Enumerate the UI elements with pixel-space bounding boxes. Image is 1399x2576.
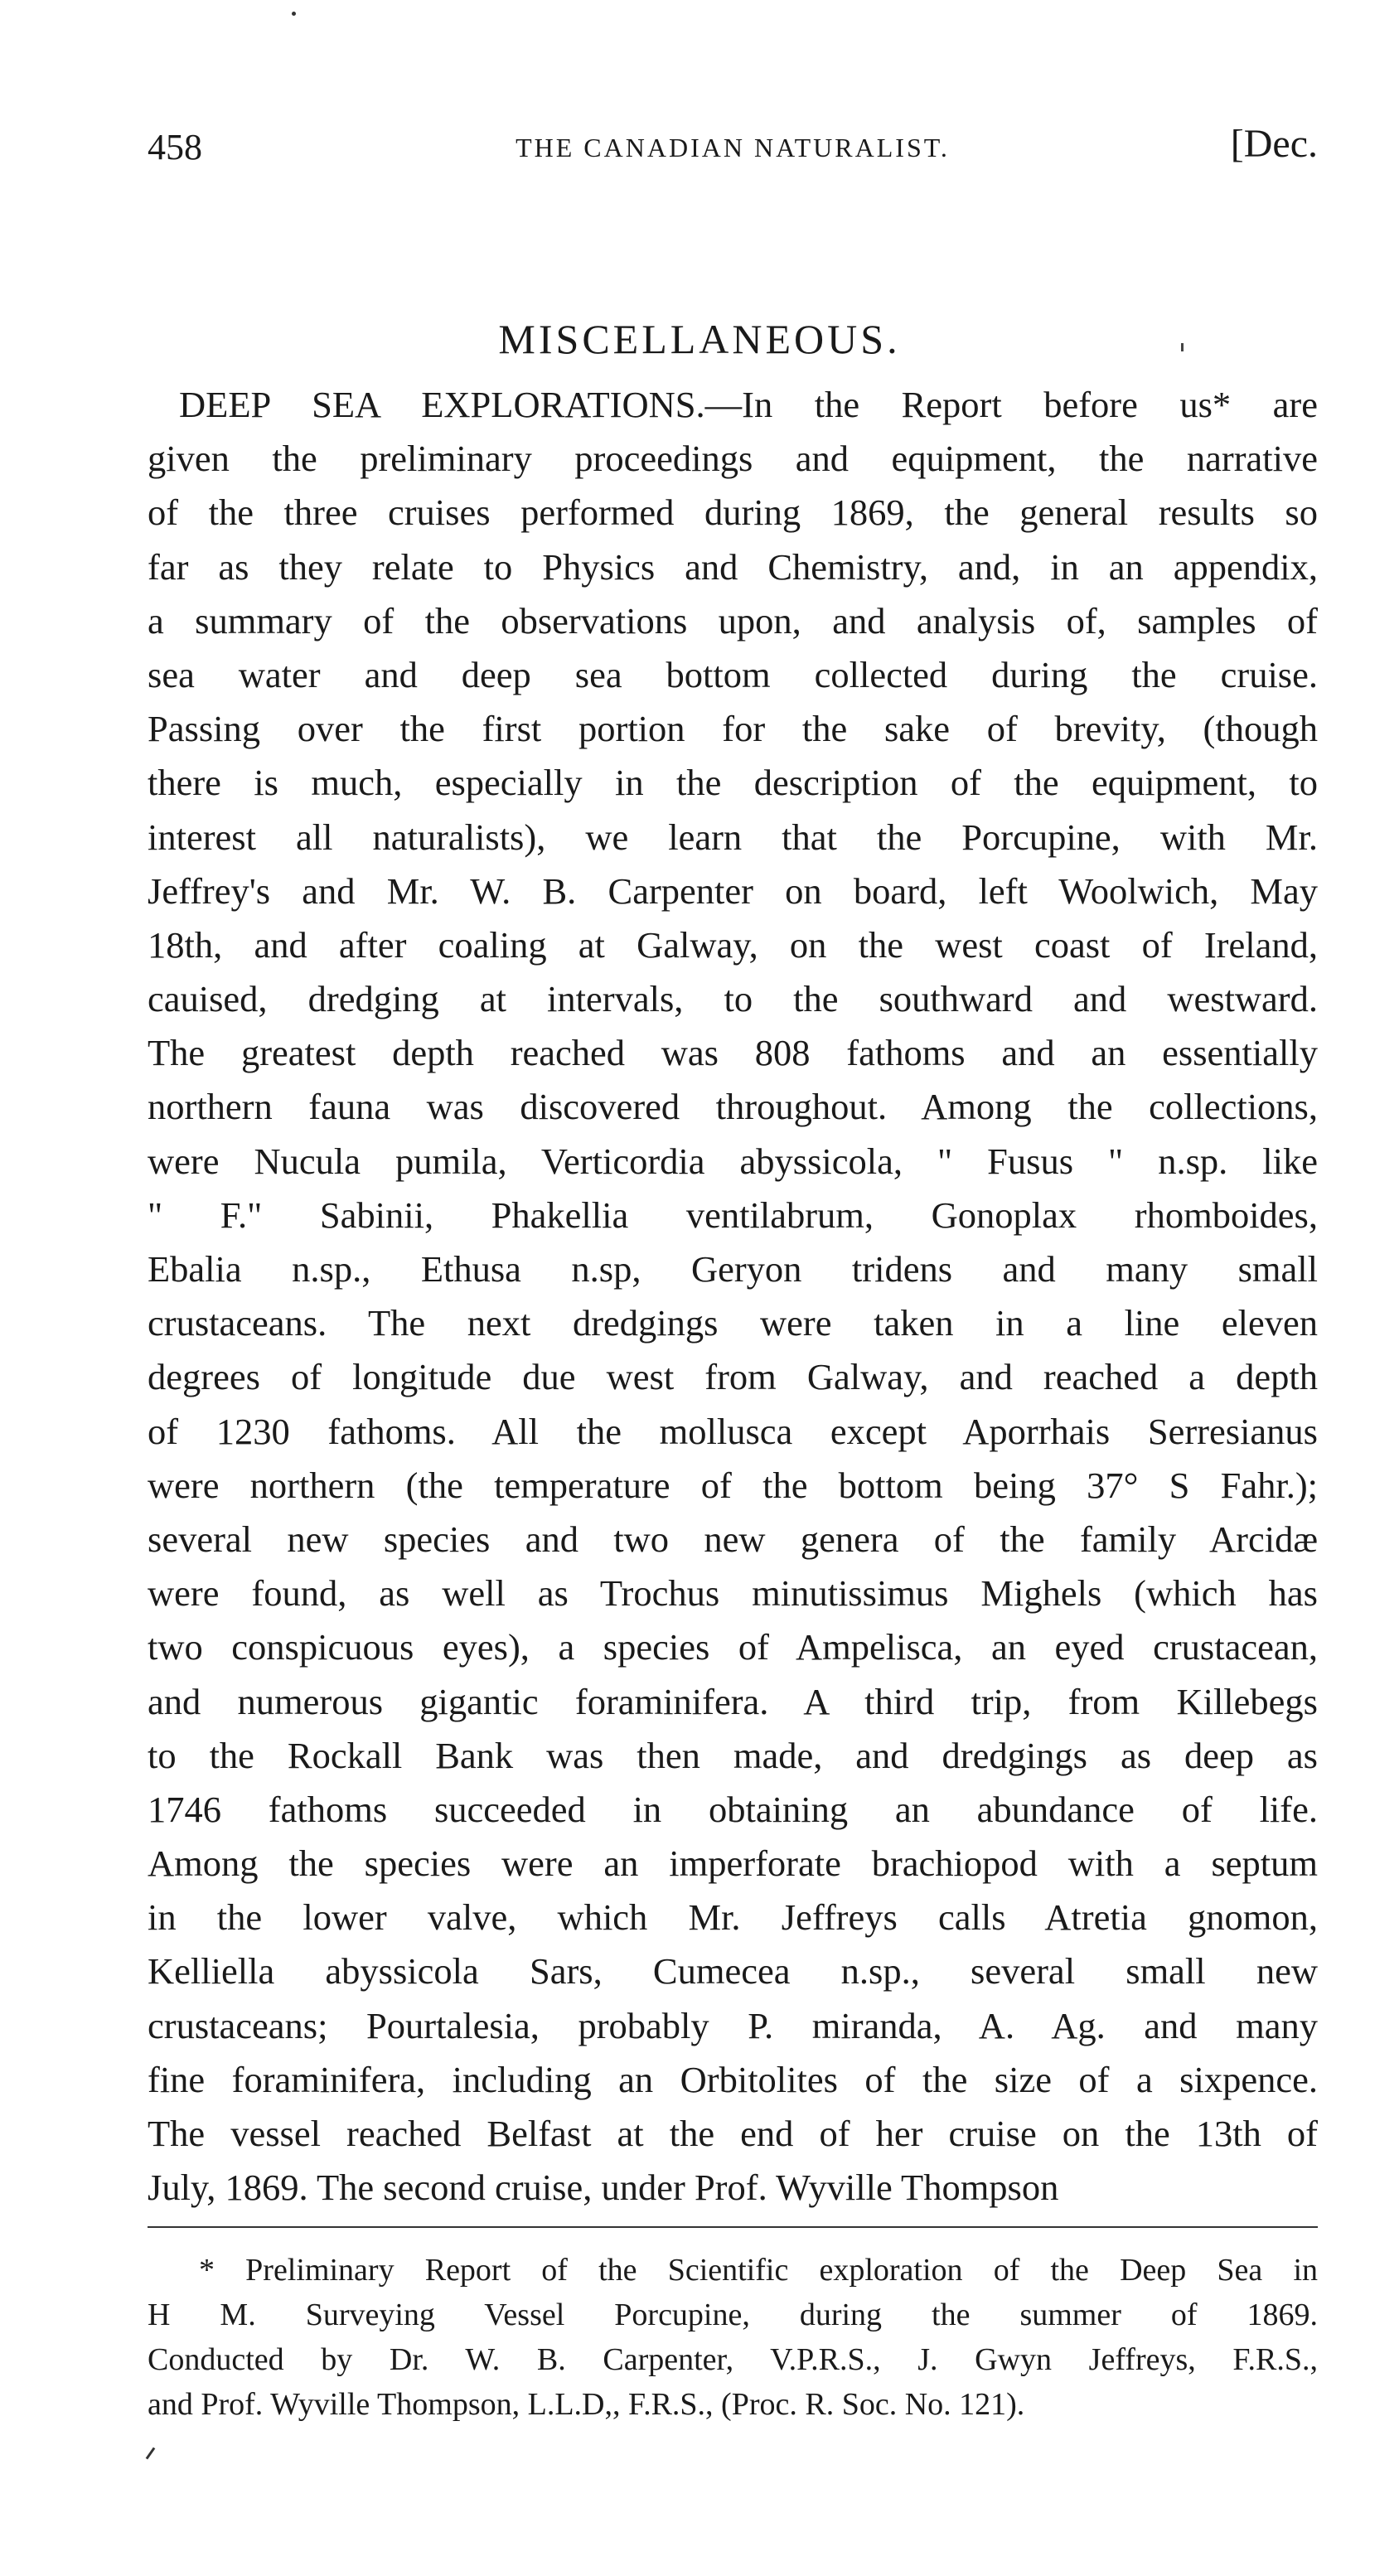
text-line: Ebalia n.sp., Ethusa n.sp, Geryon tridens and many small (148, 1248, 1318, 1290)
running-header (148, 122, 1318, 176)
text-line: there is much, especially in the description of the equipment, to (148, 762, 1318, 804)
text-line: 1746 fathoms succeeded in obtaining an abundance of life. (148, 1788, 1318, 1830)
text-line: Among the species were an imperforate brachiopod with a septum (148, 1842, 1318, 1885)
ink-mark (146, 2448, 156, 2460)
text-line: interest all naturalists), we learn that the Porcupine, with Mr. (148, 816, 1318, 858)
text-line: sea water and deep sea bottom collected during the cruise. (148, 653, 1318, 695)
text-line: Kelliella abyssicola Sars, Cumecea n.sp., several small new (148, 1950, 1318, 1993)
footnote-rule (148, 2226, 1318, 2228)
text-line: Jeffrey's and Mr. W. B. Carpenter on board, left Woolwich, May (148, 869, 1318, 912)
section-title: MISCELLANEOUS. (498, 316, 901, 362)
text-line: of the three cruises performed during 1869, the general results so (148, 491, 1318, 534)
text-line: The greatest depth reached was 808 fathoms and an essentially (148, 1032, 1318, 1074)
text-line: DEEP SEA EXPLORATIONS.—In the Report before us* are (179, 384, 1318, 425)
text-line: degrees of longitude due west from Galway, and reached a depth (148, 1356, 1318, 1398)
text-line: to the Rockall Bank was then made, and dredgings as deep as (148, 1734, 1318, 1776)
issue-month: [Dec. (1230, 122, 1318, 166)
text-line: Passing over the first portion for the sake of brevity, (though (148, 708, 1318, 750)
footnote (148, 2248, 1318, 2427)
text-line: a summary of the observations upon, and analysis of, samples of (148, 599, 1318, 642)
text-line: several new species and two new genera of the family Arcidæ (148, 1518, 1318, 1560)
text-line: of 1230 fathoms. All the mollusca except Aporrhais Serresianus (148, 1410, 1318, 1452)
footnote-line: * Preliminary Report of the Scientific exploration of the Deep Sea in (199, 2253, 1318, 2288)
text-line: were Nucula pumila, Verticordia abyssicola, " Fusus " n.sp. like (148, 1140, 1318, 1182)
text-line: in the lower valve, which Mr. Jeffreys calls Atretia gnomon, (148, 1896, 1318, 1939)
text-line: and numerous gigantic foraminifera. A third trip, from Killebegs (148, 1680, 1318, 1722)
article-body (148, 378, 1318, 2215)
footnote-line: and Prof. Wyville Thompson, L.L.D,, F.R.S., (Proc. R. Soc. No. 121). (148, 2387, 1025, 2422)
text-line: The vessel reached Belfast at the end of her cruise on the 13th of (148, 2113, 1318, 2154)
footnote-line: H M. Surveying Vessel Porcupine, during the summer of 1869. (148, 2298, 1318, 2332)
text-line: crustaceans; Pourtalesia, probably P. miranda, A. Ag. and many (148, 2004, 1318, 2046)
text-line: northern fauna was discovered throughout. Among the collections, (148, 1086, 1318, 1128)
journal-title: THE CANADIAN NATURALIST. (516, 133, 950, 162)
page-number: 458 (148, 127, 202, 167)
ink-speck (292, 12, 296, 16)
text-line: given the preliminary proceedings and equipment, the narrative (148, 438, 1318, 480)
text-line: far as they relate to Physics and Chemistry, and, in an appendix, (148, 545, 1318, 588)
text-line: 18th, and after coaling at Galway, on the west coast of Ireland, (148, 923, 1318, 966)
text-line: cauised, dredging at intervals, to the southward and westward. (148, 978, 1318, 1020)
text-line: crustaceans. The next dredgings were taken in a line eleven (148, 1302, 1318, 1344)
text-line: were northern (the temperature of the bottom being 37° S Fahr.); (148, 1464, 1318, 1506)
text-line: July, 1869. The second cruise, under Prof. Wyville Thompson (148, 2167, 1059, 2209)
text-line: were found, as well as Trochus minutissimus Mighels (which has (148, 1572, 1318, 1615)
text-line: " F." Sabinii, Phakellia ventilabrum, Gonoplax rhomboides, (148, 1194, 1318, 1236)
footnote-line: Conducted by Dr. W. B. Carpenter, V.P.R.S., J. Gwyn Jeffreys, F.R.S., (148, 2342, 1318, 2377)
text-line: two conspicuous eyes), a species of Ampelisca, an eyed crustacean, (148, 1626, 1318, 1668)
text-line: fine foraminifera, including an Orbitolites of the size of a sixpence. (148, 2058, 1318, 2100)
